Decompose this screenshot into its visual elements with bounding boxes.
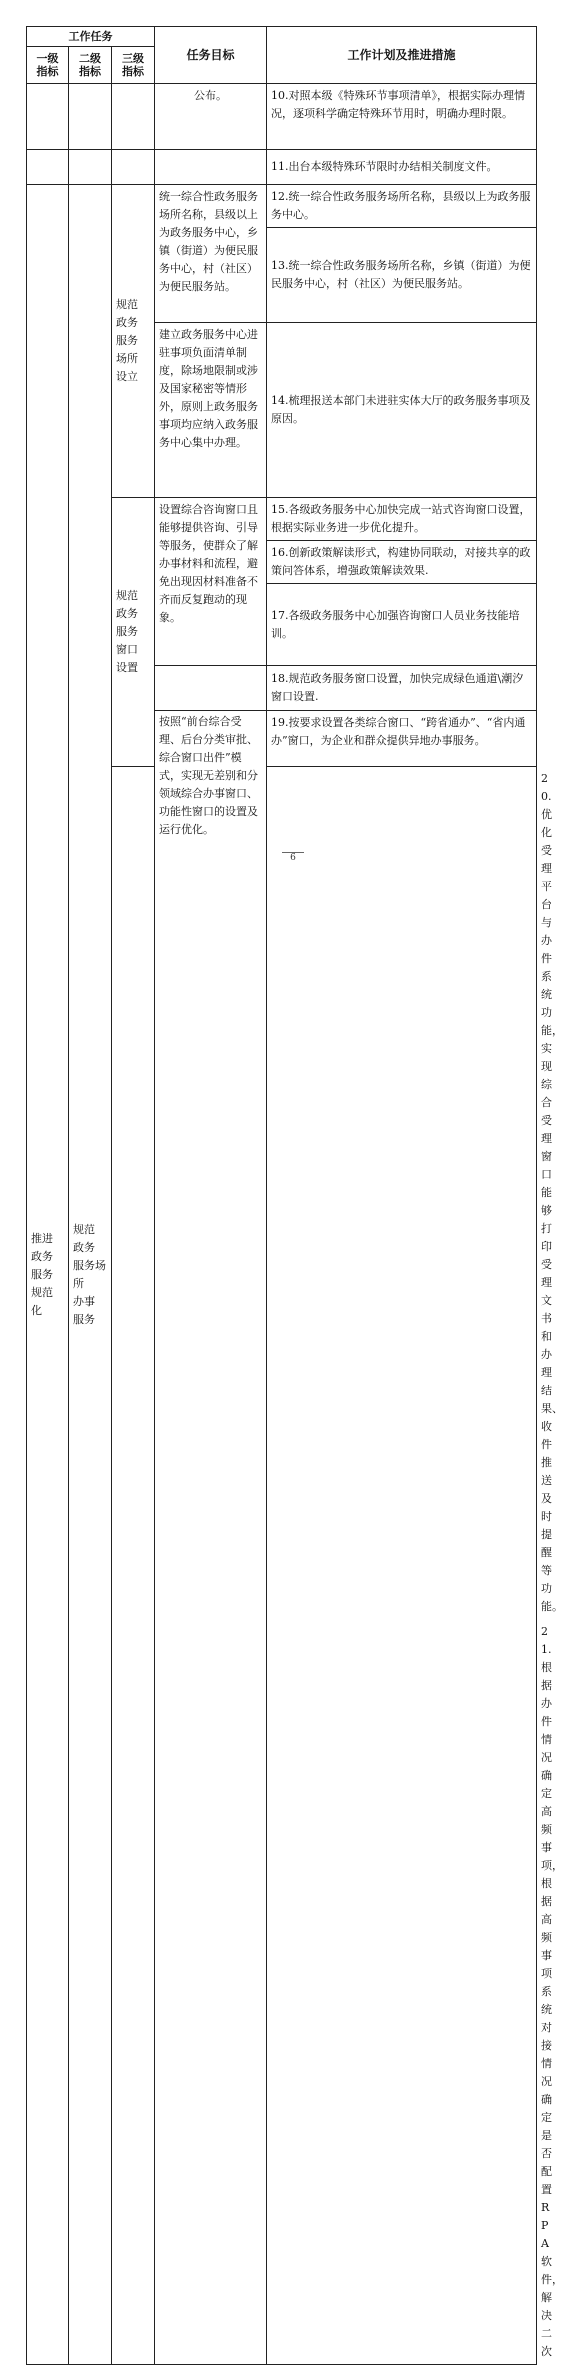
- plan-cell: 11.出台本级特殊环节限时办结相关制度文件。: [267, 150, 537, 185]
- table-row: [27, 84, 537, 150]
- table-row: 21.根据办件情况确定高频事项，根据高频事项系统对接情况确定是否配置RPA软件，解决二次: [541, 1625, 563, 2358]
- level3-cell: [112, 84, 155, 150]
- target-cell: 公布。: [155, 84, 267, 150]
- header-row-1: [27, 27, 537, 47]
- target-cell: [155, 150, 267, 185]
- plan-cell: 15.各级政务服务中心加快完成一站式咨询窗口设置，根据实际业务进一步优化提升。: [267, 498, 537, 541]
- plan-cell: 14.梳理报送本部门未进驻实体大厅的政务服务事项及原因。: [267, 323, 537, 498]
- level1-cell: [112, 767, 155, 2365]
- target-cell: 统一综合性政务服务场所名称，县级以上为政务服务中心，乡镇（街道）为便民服务中心，村（社区）为便民服务站。: [155, 185, 267, 323]
- level2-cell: [69, 150, 112, 185]
- header-level1: 一级 指标: [27, 47, 69, 84]
- level1-cell: 推进 政务 服务 规范 化: [27, 185, 69, 2365]
- table-row: 20.优化受理平台与办件系统功能，实现综合受理窗口能够打印受理文书和办理结果、收件推送及时提醒等功能。: [27, 767, 537, 1620]
- target-cell: 设置综合咨询窗口且能够提供咨询、引导等服务，使群众了解办事材料和流程，避免出现因材料准备不齐而反复跑动的现象。: [155, 498, 267, 666]
- table-row: [27, 185, 537, 228]
- level3-cell: [112, 150, 155, 185]
- task-table: [26, 26, 563, 2365]
- header-target: 任务目标: [155, 27, 267, 84]
- table-row: [27, 150, 537, 185]
- level2-cell: [69, 84, 112, 150]
- level3-cell: 规范 政务 服务 窗口 设置: [112, 498, 155, 767]
- plan-cell: 13.统一综合性政务服务场所名称，乡镇（街道）为便民服务中心，村（社区）为便民服务站。: [267, 228, 537, 323]
- level2-cell: 规范 政务 服务场所 办事 服务: [69, 185, 112, 2365]
- plan-cell: 17.各级政务服务中心加强咨询窗口人员业务技能培训。: [267, 584, 537, 666]
- plan-cell: 16.创新政策解读形式，构建协同联动，对接共享的政策问答体系，增强政策解读效果.: [267, 541, 537, 584]
- header-level3: 三级 指标: [112, 47, 155, 84]
- plan-cell: 12.统一综合性政务服务场所名称，县级以上为政务服务中心。: [267, 185, 537, 228]
- target-cell: [155, 666, 267, 711]
- level3-cell: 规范 政务 服务 场所 设立: [112, 185, 155, 498]
- level1-cell: [27, 150, 69, 185]
- header-level2: 二级 指标: [69, 47, 112, 84]
- header-task-group: 工作任务: [27, 27, 155, 47]
- plan-cell: 19.按要求设置各类综合窗口、“跨省通办”、“省内通办”窗口，为企业和群众提供异地办事服务。: [267, 711, 537, 767]
- target-cell: 按照“前台综合受理、后台分类审批、综合窗口出件”模式，实现无差别和分领域综合办事窗口、功能性窗口的设置及运行优化。: [155, 711, 267, 2365]
- page-number: 6: [0, 852, 586, 863]
- level1-cell: [27, 84, 69, 150]
- target-cell: 建立政务服务中心进驻事项负面清单制度，除场地限制或涉及国家秘密等情形外，原则上政务服务事项均应纳入政务服务中心集中办理。: [155, 323, 267, 498]
- plan-cell: 10.对照本级《特殊环节事项清单》，根据实际办理情况，逐项科学确定特殊环节用时，明确办理时限。: [267, 84, 537, 150]
- plan-cell: 18.规范政务服务窗口设置，加快完成绿色通道\潮汐窗口设置.: [267, 666, 537, 711]
- header-plan: 工作计划及推进措施: [267, 27, 537, 84]
- level2-cell: [267, 767, 537, 2365]
- task-table-frame: [26, 26, 563, 2358]
